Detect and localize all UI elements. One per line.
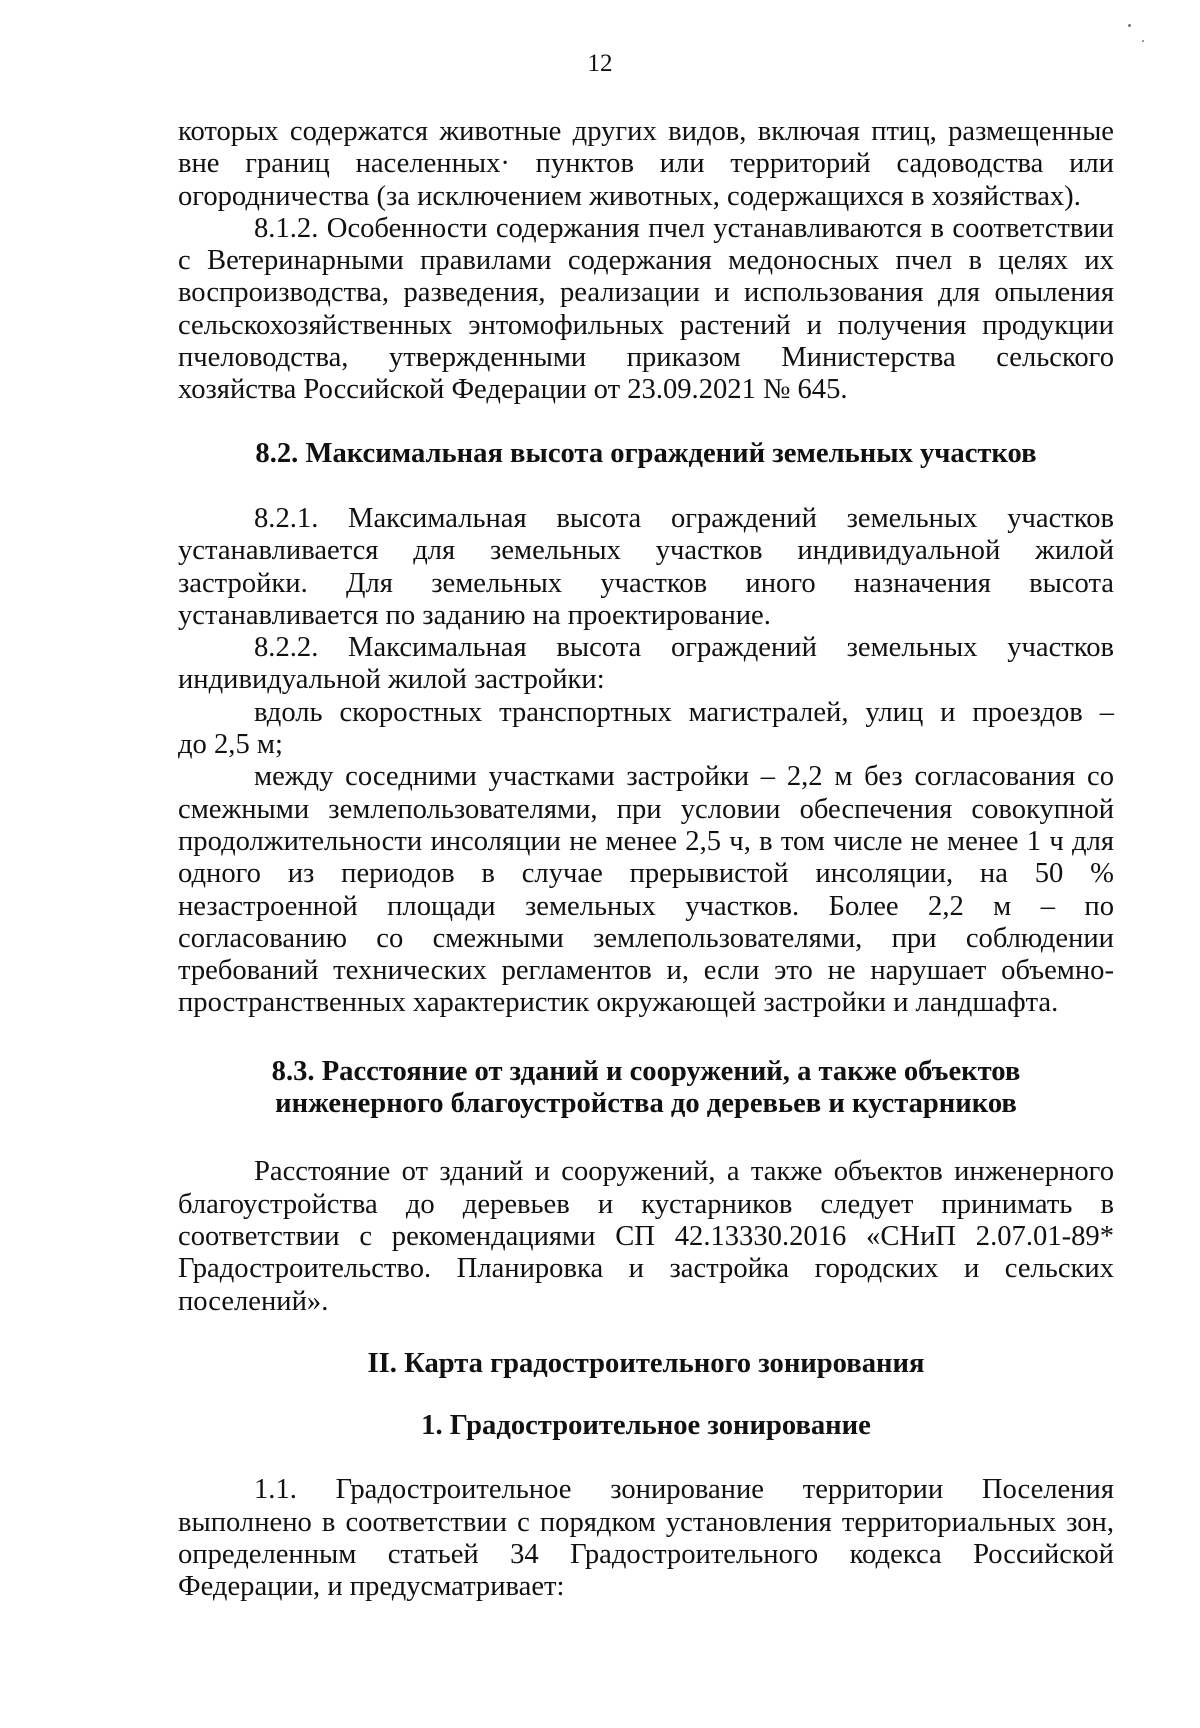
paragraph-text: 8.2.1. Максимальная высота ограждений земельных участков — [254, 502, 1114, 534]
section-heading-1: 1. Градостроительное зонирование — [421, 1410, 871, 1442]
paragraph-text: пчеловодства, утвержденными приказом Министерства сельского — [178, 342, 1114, 374]
section-heading-8-3: 8.3. Расстояние от зданий и сооружений, а также объектов — [271, 1055, 1021, 1087]
paragraph-text: устанавливается по заданию на проектирование. — [178, 599, 771, 631]
paragraph-text: 8.1.2. Особенности содержания пчел устанавливаются в соответствии — [254, 212, 1114, 244]
paragraph-text: незастроенной площади земельных участков. Более 2,2 м – по — [178, 890, 1114, 922]
paragraph-text: Расстояние от зданий и сооружений, а также объектов инженерного — [254, 1156, 1114, 1188]
paragraph-text: Градостроительство. Планировка и застройка городских и сельских — [178, 1253, 1114, 1285]
page-number: 12 — [587, 50, 613, 77]
paragraph-text: выполнено в соответствии с порядком установления территориальных зон, — [178, 1506, 1114, 1538]
paragraph-text: хозяйства Российской Федерации от 23.09.2021 № 645. — [178, 374, 848, 406]
paragraph-text: застройки. Для земельных участков иного назначения высота — [178, 567, 1114, 599]
paragraph-text: смежными землепользователями, при условии обеспечения совокупной — [178, 793, 1114, 825]
paragraph-text: согласованию со смежными землепользователями, при соблюдении — [178, 922, 1114, 954]
paragraph-text: до 2,5 м; — [178, 729, 283, 761]
paragraph-text: 1.1. Градостроительное зонирование территории Поселения — [254, 1474, 1114, 1506]
paragraph-text: огородничества (за исключением животных, содержащихся в хозяйствах). — [178, 180, 1081, 212]
paragraph-text: сельскохозяйственных энтомофильных растений и получения продукции — [178, 309, 1114, 341]
paragraph-text: с Ветеринарными правилами содержания медоносных пчел в целях их — [178, 245, 1114, 277]
paragraph-text: устанавливается для земельных участков индивидуальной жилой — [178, 535, 1114, 567]
section-heading-8-3: инженерного благоустройства до деревьев и кустарников — [275, 1088, 1017, 1120]
paragraph-text: определенным статьей 34 Градостроительного кодекса Российской — [178, 1538, 1114, 1570]
chapter-heading-II: II. Карта градостроительного зонирования — [367, 1347, 925, 1379]
paragraph-text: благоустройства до деревьев и кустарников следует принимать в — [178, 1188, 1114, 1220]
scan-speck — [1128, 24, 1131, 27]
paragraph-text: продолжительности инсоляции не менее 2,5 ч, в том числе не менее 1 ч для — [178, 825, 1114, 857]
paragraph-text: которых содержатся животные других видов, включая птиц, размещенные — [178, 116, 1114, 147]
paragraph-text: пространственных характеристик окружающей застройки и ландшафта. — [178, 987, 1059, 1019]
paragraph-text: требований технических регламентов и, если это не нарушает объемно- — [178, 955, 1114, 987]
paragraph-text: вне границ населенных· пунктов или территорий садоводства или — [178, 148, 1114, 180]
paragraph-text: индивидуальной жилой застройки: — [178, 664, 605, 696]
paragraph-text: воспроизводства, разведения, реализации и использования для опыления — [178, 277, 1114, 309]
paragraph-text: одного из периодов в случае прерывистой инсоляции, на 50 % — [178, 858, 1114, 890]
paragraph-text: между соседними участками застройки – 2,2 м без согласования со — [254, 761, 1114, 793]
paragraph-text: поселений». — [178, 1285, 329, 1317]
scan-speck — [1142, 40, 1144, 42]
paragraph-text: 8.2.2. Максимальная высота ограждений земельных участков — [254, 632, 1114, 664]
document-body — [178, 116, 1114, 1604]
paragraph-text: Федерации, и предусматривает: — [178, 1571, 565, 1603]
paragraph-text: вдоль скоростных транспортных магистралей, улиц и проездов – — [254, 696, 1114, 728]
paragraph-text: соответствии с рекомендациями СП 42.13330.2016 «СНиП 2.07.01-89* — [178, 1220, 1114, 1252]
section-heading-8-2: 8.2. Максимальная высота ограждений земельных участков — [255, 437, 1037, 469]
